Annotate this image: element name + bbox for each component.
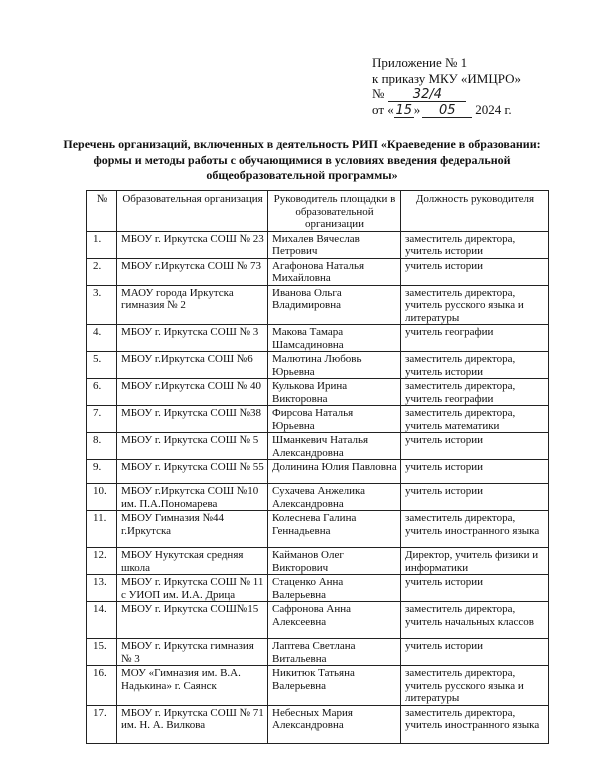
cell-site-head: Небесных Мария Александровна <box>268 705 401 743</box>
cell-organization: МБОУ г. Иркутска СОШ № 3 <box>117 325 268 352</box>
cell-num: 13. <box>87 575 117 602</box>
cell-position: заместитель директора, учитель математики <box>401 406 549 433</box>
cell-site-head: Михалев Вячеслав Петрович <box>268 231 401 258</box>
order-date-line <box>372 102 572 118</box>
table-row <box>87 231 549 258</box>
cell-num: 6. <box>87 379 117 406</box>
order-date-year: 2024 г. <box>475 102 512 117</box>
cell-position: заместитель директора, учитель иностранного языка <box>401 511 549 548</box>
order-number-handwritten: 32/4 <box>388 88 466 102</box>
cell-position: заместитель директора, учитель русского языка и литературы <box>401 285 549 325</box>
header-position: Должность руководителя <box>401 191 549 232</box>
cell-organization: МБОУ г.Иркутска СОШ № 40 <box>117 379 268 406</box>
cell-num: 17. <box>87 705 117 743</box>
table-row <box>87 548 549 575</box>
order-number-prefix: № <box>372 86 385 101</box>
cell-organization: МБОУ г. Иркутска СОШ №38 <box>117 406 268 433</box>
cell-site-head: Лаптева Светлана Витальевна <box>268 639 401 666</box>
cell-position: заместитель директора, учитель истории <box>401 231 549 258</box>
table-row <box>87 352 549 379</box>
table-row <box>87 602 549 639</box>
table-row <box>87 379 549 406</box>
appendix-order-ref: к приказу МКУ «ИМЦРО» <box>372 70 522 86</box>
cell-site-head: Кулькова Ирина Викторовна <box>268 379 401 406</box>
cell-organization: МБОУ г. Иркутска СОШ № 11 с УИОП им. И.А. Дрица <box>117 575 268 602</box>
cell-num: 11. <box>87 511 117 548</box>
cell-organization: МБОУ Нукутская средняя школа <box>117 548 268 575</box>
organizations-table <box>86 190 549 744</box>
table-row <box>87 325 549 352</box>
cell-num: 7. <box>87 406 117 433</box>
cell-site-head: Макова Тамара Шамсадиновна <box>268 325 401 352</box>
cell-position: заместитель директора, учитель географии <box>401 379 549 406</box>
cell-position: учитель истории <box>401 460 549 484</box>
cell-num: 3. <box>87 285 117 325</box>
cell-position: учитель истории <box>401 484 549 511</box>
cell-organization: МБОУ г. Иркутска СОШ № 23 <box>117 231 268 258</box>
cell-num: 10. <box>87 484 117 511</box>
cell-position: заместитель директора, учитель иностранного языка <box>401 705 549 743</box>
cell-site-head: Малютина Любовь Юрьевна <box>268 352 401 379</box>
cell-organization: МБОУ г. Иркутска СОШ№15 <box>117 602 268 639</box>
cell-organization: МБОУ г. Иркутска СОШ № 55 <box>117 460 268 484</box>
header-organization: Образовательная организация <box>117 191 268 232</box>
cell-position: заместитель директора, учитель русского языка и литературы <box>401 666 549 706</box>
table-row <box>87 258 549 285</box>
cell-num: 1. <box>87 231 117 258</box>
table-row <box>87 575 549 602</box>
cell-site-head: Стаценко Анна Валерьевна <box>268 575 401 602</box>
order-number-line <box>372 86 572 102</box>
table-header-row <box>87 191 549 232</box>
cell-num: 15. <box>87 639 117 666</box>
cell-num: 9. <box>87 460 117 484</box>
header-num: № <box>87 191 117 232</box>
appendix-block <box>372 55 572 118</box>
order-date-month-handwritten: 05 <box>422 104 472 118</box>
cell-position: учитель истории <box>401 433 549 460</box>
cell-position: учитель истории <box>401 575 549 602</box>
cell-position: заместитель директора, учитель начальных классов <box>401 602 549 639</box>
cell-site-head: Сухачева Анжелика Александровна <box>268 484 401 511</box>
order-date-prefix: от « <box>372 102 394 117</box>
cell-num: 2. <box>87 258 117 285</box>
cell-position: заместитель директора, учитель истории <box>401 352 549 379</box>
header-site-head: Руководитель площадки в образовательной организации <box>268 191 401 232</box>
cell-position: учитель истории <box>401 639 549 666</box>
order-date-mid: » <box>413 102 421 117</box>
table-row <box>87 666 549 706</box>
cell-site-head: Иванова Ольга Владимировна <box>268 285 401 325</box>
cell-num: 5. <box>87 352 117 379</box>
table-row <box>87 705 549 743</box>
cell-organization: МАОУ города Иркутска гимназия № 2 <box>117 285 268 325</box>
cell-site-head: Никитюк Татьяна Валерьевна <box>268 666 401 706</box>
table-row <box>87 460 549 484</box>
cell-site-head: Кайманов Олег Викторович <box>268 548 401 575</box>
appendix-title: Приложение № 1 <box>372 55 468 70</box>
table-row <box>87 406 549 433</box>
cell-organization: МБОУ г.Иркутска СОШ № 73 <box>117 258 268 285</box>
table-row <box>87 511 549 548</box>
cell-position: учитель географии <box>401 325 549 352</box>
cell-organization: МБОУ г.Иркутска СОШ №10 им. П.А.Пономарева <box>117 484 268 511</box>
document-title: Перечень организаций, включенных в деятельность РИП «Краеведение в образовании: формы и методы работы с обучающимися в условиях введения федеральной общеобразовательной программы» <box>63 137 541 182</box>
cell-num: 16. <box>87 666 117 706</box>
table-body <box>87 231 549 743</box>
cell-site-head: Долинина Юлия Павловна <box>268 460 401 484</box>
cell-num: 12. <box>87 548 117 575</box>
cell-num: 8. <box>87 433 117 460</box>
cell-organization: МОУ «Гимназия им. В.А. Надькина» г. Саянск <box>117 666 268 706</box>
table-row <box>87 433 549 460</box>
cell-organization: МБОУ г. Иркутска СОШ № 71 им. Н. А. Вилкова <box>117 705 268 743</box>
cell-site-head: Колеснева Галина Геннадьевна <box>268 511 401 548</box>
cell-organization: МБОУ г. Иркутска СОШ № 5 <box>117 433 268 460</box>
cell-organization: МБОУ Гимназия №44 г.Иркутска <box>117 511 268 548</box>
cell-site-head: Шманкевич Наталья Александровна <box>268 433 401 460</box>
cell-position: Директор, учитель физики и информатики <box>401 548 549 575</box>
cell-site-head: Фирсова Наталья Юрьевна <box>268 406 401 433</box>
cell-organization: МБОУ г.Иркутска СОШ №6 <box>117 352 268 379</box>
table-row <box>87 484 549 511</box>
table-row <box>87 285 549 325</box>
cell-position: учитель истории <box>401 258 549 285</box>
cell-num: 14. <box>87 602 117 639</box>
order-date-day-handwritten: 15 <box>395 103 413 118</box>
cell-num: 4. <box>87 325 117 352</box>
cell-site-head: Агафонова Наталья Михайловна <box>268 258 401 285</box>
cell-organization: МБОУ г. Иркутска гимназия № 3 <box>117 639 268 666</box>
cell-site-head: Сафронова Анна Алексеевна <box>268 602 401 639</box>
table-row <box>87 639 549 666</box>
